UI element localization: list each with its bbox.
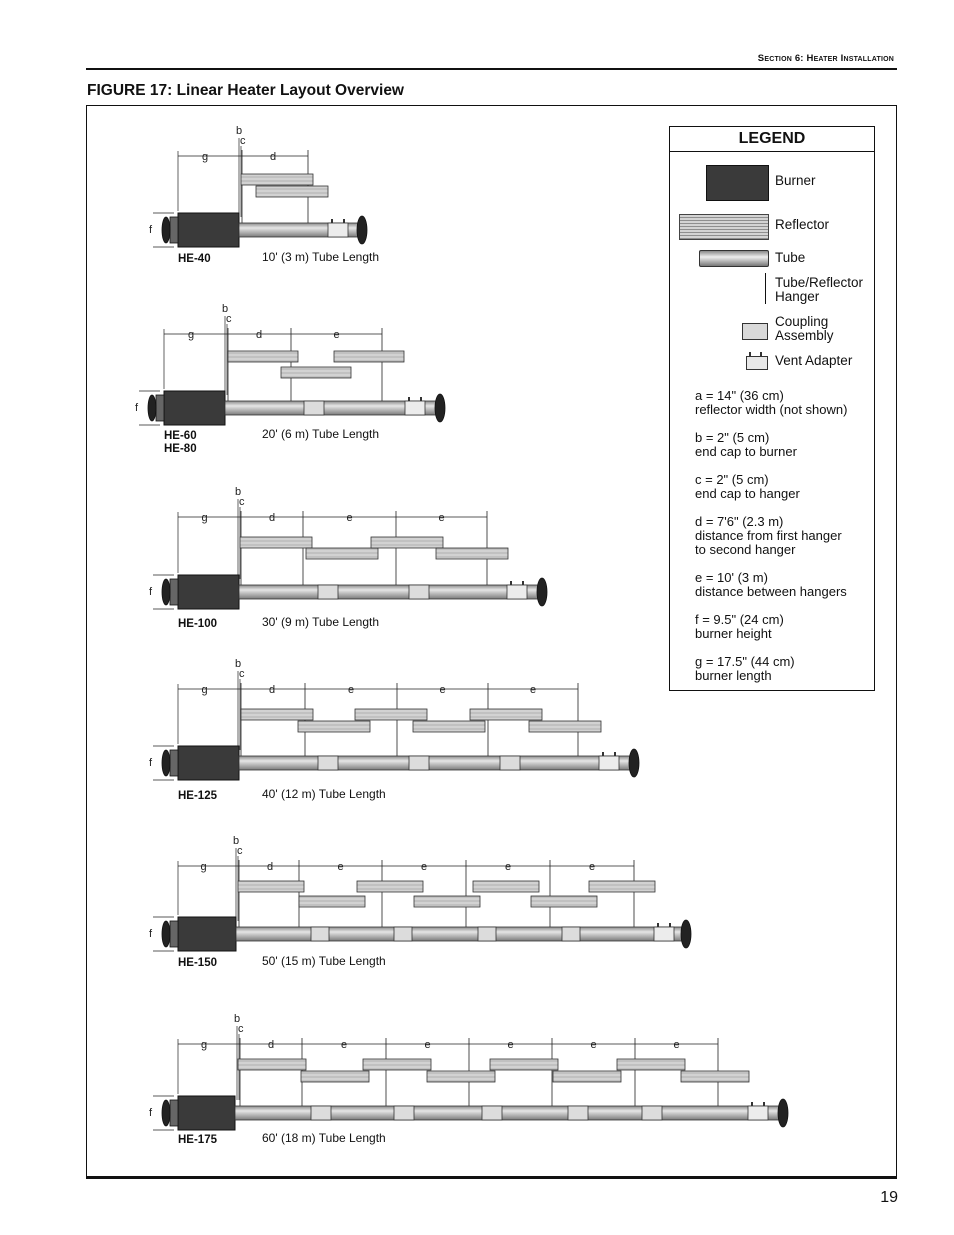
- legend-box: [669, 126, 875, 691]
- reflector-segment: [238, 881, 304, 892]
- reflector-segment: [363, 1059, 431, 1070]
- end-cap-icon: [778, 1099, 788, 1127]
- model-name: HE-150: [178, 957, 217, 969]
- dimension-f-label: f: [149, 757, 153, 769]
- reflector-segment: [241, 174, 313, 185]
- dimension-e-label: e: [421, 861, 428, 873]
- tube-length-label: 50' (15 m) Tube Length: [262, 954, 386, 968]
- dimension-e-label: e: [673, 1039, 680, 1051]
- dimension-c-label: c: [239, 496, 245, 508]
- coupling-assembly: [311, 1106, 331, 1120]
- coupling-assembly: [318, 585, 338, 599]
- burner-block: [178, 917, 236, 951]
- dimension-c-label: c: [239, 668, 245, 680]
- end-cap-icon: [162, 750, 170, 776]
- tube: [239, 756, 631, 770]
- dimension-e-label: e: [590, 1039, 597, 1051]
- coupling-assembly: [394, 927, 412, 941]
- coupling-assembly: [500, 756, 520, 770]
- vent-adapter: [328, 223, 348, 237]
- reflector-segment: [470, 709, 542, 720]
- reflector-segment: [240, 537, 312, 548]
- legend-reflector-label: Reflector: [775, 217, 830, 232]
- coupling-assembly: [409, 585, 429, 599]
- burner-symbol: [706, 165, 769, 201]
- dimension-e-label: e: [333, 329, 340, 341]
- legend-title: LEGEND: [670, 127, 874, 152]
- reflector-segment: [238, 1059, 306, 1070]
- reflector-segment: [256, 186, 328, 197]
- definition-b: b = 2" (5 cm) end cap to burner: [695, 430, 797, 459]
- coupling-assembly: [568, 1106, 588, 1120]
- dimension-e-label: e: [341, 1039, 348, 1051]
- dimension-e-label: e: [507, 1039, 514, 1051]
- dimension-g-label: g: [188, 329, 195, 341]
- model-name: HE-40: [178, 253, 211, 265]
- dimension-e-label: e: [438, 512, 445, 524]
- legend-hanger-label: Tube/Reflector Hanger: [775, 275, 864, 304]
- dimension-e-label: e: [348, 684, 355, 696]
- dimension-d-label: d: [267, 861, 274, 873]
- dimension-b-label: b: [222, 303, 229, 315]
- legend-coupling-label: Coupling Assembly: [775, 314, 834, 343]
- reflector-segment: [681, 1071, 749, 1082]
- dimension-e-label: e: [424, 1039, 431, 1051]
- page-number: 19: [880, 1189, 898, 1206]
- dimension-d-label: d: [268, 1039, 275, 1051]
- coupling-assembly: [562, 927, 580, 941]
- tube-length-label: 40' (12 m) Tube Length: [262, 787, 386, 801]
- reflector-segment: [301, 1071, 369, 1082]
- vent-adapter-tab-icon: [749, 352, 751, 356]
- model-name: HE-80: [164, 443, 197, 455]
- dimension-e-label: e: [530, 684, 537, 696]
- dimension-g-label: g: [201, 684, 208, 696]
- vent-adapter-symbol: [746, 356, 768, 370]
- dimension-d-label: d: [270, 151, 277, 163]
- coupling-assembly: [642, 1106, 662, 1120]
- vent-adapter: [654, 927, 674, 941]
- section-header: Section 6: Heater Installation: [757, 53, 894, 64]
- dimension-d-label: d: [269, 684, 276, 696]
- reflector-segment: [355, 709, 427, 720]
- end-cap-icon: [435, 394, 445, 422]
- dimension-g-label: g: [202, 151, 209, 163]
- reflector-segment: [414, 896, 480, 907]
- definition-e: e = 10' (3 m) distance between hangers: [695, 570, 847, 599]
- dimension-e-label: e: [337, 861, 344, 873]
- end-cap-icon: [170, 579, 178, 605]
- dimension-f-label: f: [149, 1107, 153, 1119]
- hanger-symbol: [765, 273, 766, 304]
- vent-adapter-tab-icon: [510, 581, 512, 585]
- dimension-d-label: d: [269, 512, 276, 524]
- dimension-b-label: b: [233, 835, 240, 847]
- end-cap-icon: [162, 921, 170, 947]
- reflector-segment: [589, 881, 655, 892]
- reflector-segment: [281, 367, 351, 378]
- reflector-symbol: [679, 214, 769, 240]
- dimension-g-label: g: [201, 1039, 208, 1051]
- dimension-b-label: b: [236, 125, 243, 137]
- reflector-segment: [298, 721, 370, 732]
- coupling-assembly: [311, 927, 329, 941]
- dimension-e-label: e: [589, 861, 596, 873]
- end-cap-icon: [162, 579, 170, 605]
- heater-layout-5: [149, 835, 691, 969]
- vent-adapter-tab-icon: [602, 752, 604, 756]
- burner-block: [178, 746, 239, 780]
- dimension-g-label: g: [201, 512, 208, 524]
- dimension-c-label: c: [237, 845, 243, 857]
- legend-tube-label: Tube: [775, 250, 806, 265]
- model-name: HE-100: [178, 618, 217, 630]
- reflector-segment: [371, 537, 443, 548]
- end-cap-icon: [629, 749, 639, 777]
- vent-adapter-tab-icon: [420, 397, 422, 401]
- coupling-assembly: [409, 756, 429, 770]
- tube: [236, 927, 683, 941]
- end-cap-icon: [170, 921, 178, 947]
- end-cap-icon: [170, 750, 178, 776]
- dimension-g-label: g: [200, 861, 207, 873]
- definition-c: c = 2" (5 cm) end cap to hanger: [695, 472, 800, 501]
- heater-layout-3: [149, 486, 547, 630]
- reflector-segment: [299, 896, 365, 907]
- reflector-segment: [357, 881, 423, 892]
- model-name: HE-175: [178, 1134, 217, 1146]
- vent-adapter-tab-icon: [763, 1102, 765, 1106]
- reflector-segment: [228, 351, 298, 362]
- dimension-e-label: e: [439, 684, 446, 696]
- tube-symbol: [699, 250, 769, 267]
- legend-burner-label: Burner: [775, 173, 816, 188]
- vent-adapter-tab-icon: [408, 397, 410, 401]
- vent-adapter: [405, 401, 425, 415]
- reflector-segment: [413, 721, 485, 732]
- tube-length-label: 60' (18 m) Tube Length: [262, 1131, 386, 1145]
- dimension-f-label: f: [149, 224, 153, 236]
- burner-block: [178, 1096, 235, 1130]
- coupling-assembly: [482, 1106, 502, 1120]
- reflector-segment: [531, 896, 597, 907]
- vent-adapter-tab-icon: [669, 923, 671, 927]
- dimension-c-label: c: [240, 135, 246, 147]
- vent-adapter: [748, 1106, 768, 1120]
- model-name: HE-60: [164, 430, 197, 442]
- reflector-segment: [617, 1059, 685, 1070]
- reflector-segment: [436, 548, 508, 559]
- dimension-f-label: f: [135, 402, 139, 414]
- dimension-f-label: f: [149, 586, 153, 598]
- end-cap-icon: [537, 578, 547, 606]
- heater-layout-6: [149, 1013, 788, 1146]
- dimension-c-label: c: [226, 313, 232, 325]
- burner-block: [164, 391, 225, 425]
- end-cap-icon: [162, 1100, 170, 1126]
- tube: [239, 585, 539, 599]
- end-cap-icon: [170, 1100, 178, 1126]
- dimension-b-label: b: [235, 486, 242, 498]
- vent-adapter: [599, 756, 619, 770]
- burner-block: [178, 575, 239, 609]
- vent-adapter-tab-icon: [343, 219, 345, 223]
- dimension-d-label: d: [256, 329, 263, 341]
- tube-length-label: 30' (9 m) Tube Length: [262, 615, 380, 629]
- dimension-f-label: f: [149, 928, 153, 940]
- reflector-segment: [427, 1071, 495, 1082]
- reflector-segment: [241, 709, 313, 720]
- vent-adapter: [507, 585, 527, 599]
- reflector-segment: [553, 1071, 621, 1082]
- vent-adapter-tab-icon: [751, 1102, 753, 1106]
- vent-adapter-tab-icon: [331, 219, 333, 223]
- vent-adapter-tab-icon: [760, 352, 762, 356]
- dimension-b-label: b: [235, 658, 242, 670]
- reflector-segment: [306, 548, 378, 559]
- definition-d: d = 7'6" (2.3 m) distance from first hanger to second hanger: [695, 514, 842, 557]
- tube-length-label: 20' (6 m) Tube Length: [262, 427, 380, 441]
- end-cap-icon: [357, 216, 367, 244]
- vent-adapter-tab-icon: [522, 581, 524, 585]
- vent-adapter-tab-icon: [614, 752, 616, 756]
- figure-title: FIGURE 17: Linear Heater Layout Overview: [87, 82, 404, 99]
- reflector-segment: [490, 1059, 558, 1070]
- end-cap-icon: [162, 217, 170, 243]
- dimension-e-label: e: [505, 861, 512, 873]
- dimension-e-label: e: [346, 512, 353, 524]
- vent-adapter-tab-icon: [657, 923, 659, 927]
- burner-block: [178, 213, 239, 247]
- end-cap-icon: [156, 395, 164, 421]
- dimension-c-label: c: [238, 1023, 244, 1035]
- coupling-assembly: [478, 927, 496, 941]
- tube-length-label: 10' (3 m) Tube Length: [262, 250, 380, 264]
- reflector-segment: [473, 881, 539, 892]
- end-cap-icon: [148, 395, 156, 421]
- end-cap-icon: [681, 920, 691, 948]
- coupling-assembly: [318, 756, 338, 770]
- coupling-assembly: [304, 401, 324, 415]
- model-name: HE-125: [178, 790, 217, 802]
- heater-layout-2: [135, 303, 445, 455]
- legend-vent-adapter-label: Vent Adapter: [775, 353, 853, 368]
- coupling-symbol: [742, 323, 768, 340]
- reflector-segment: [529, 721, 601, 732]
- dimension-b-label: b: [234, 1013, 241, 1025]
- definition-f: f = 9.5" (24 cm) burner height: [695, 612, 784, 641]
- heater-layout-1: [149, 125, 379, 265]
- reflector-segment: [334, 351, 404, 362]
- coupling-assembly: [394, 1106, 414, 1120]
- definition-g: g = 17.5" (44 cm) burner length: [695, 654, 795, 683]
- end-cap-icon: [170, 217, 178, 243]
- definition-a: a = 14" (36 cm) reflector width (not shown): [695, 388, 848, 417]
- heater-layout-4: [149, 658, 639, 802]
